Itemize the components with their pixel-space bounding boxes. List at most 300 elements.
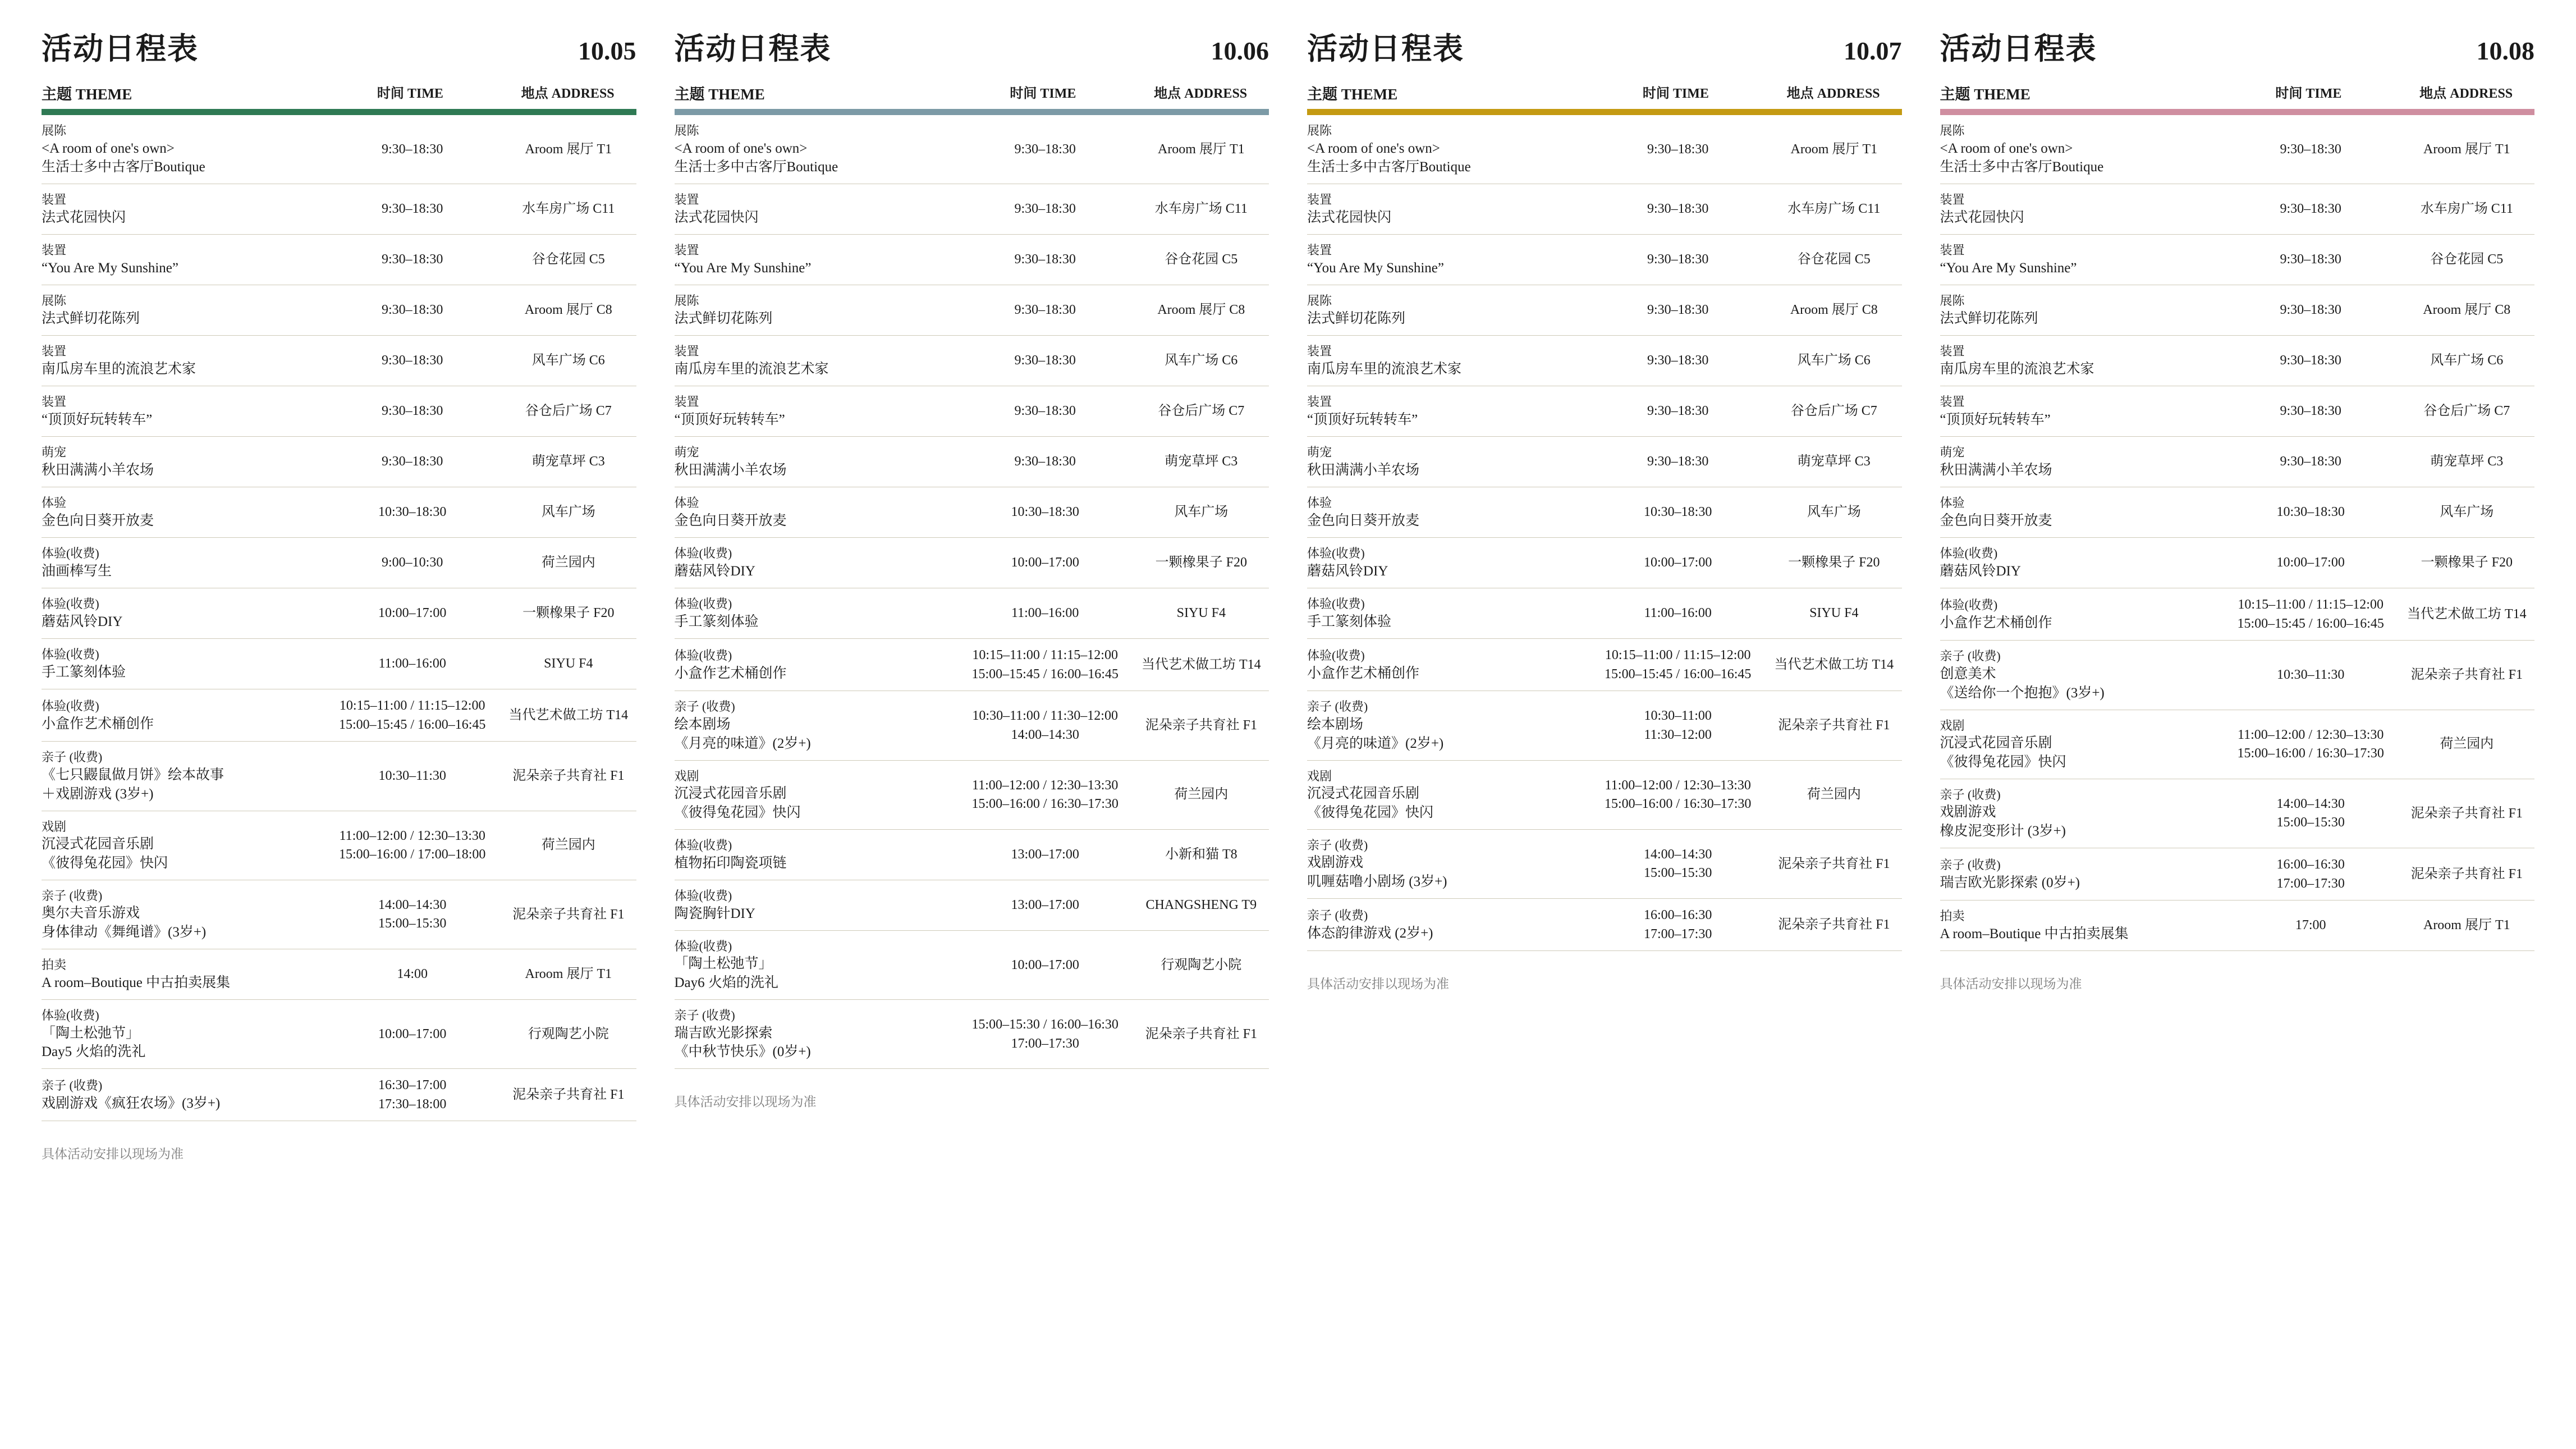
event-category: 体验 bbox=[42, 496, 67, 510]
date-label: 10.06 bbox=[1211, 36, 1269, 65]
event-name: “You Are My Sunshine” bbox=[674, 260, 812, 276]
cell-address: Aroom 展厅 T1 bbox=[1790, 141, 1878, 157]
cell-address: 泥朵亲子共育社 F1 bbox=[512, 907, 625, 922]
event-category: 装置 bbox=[1940, 243, 1965, 258]
time-line: 9:30–18:30 bbox=[2280, 141, 2341, 157]
event-category: 装置 bbox=[42, 243, 67, 258]
event-category: 体验(收费) bbox=[674, 939, 732, 953]
table-row bbox=[675, 880, 1269, 931]
cell-theme bbox=[42, 888, 324, 942]
cell-address: 泥朵亲子共育社 F1 bbox=[1778, 917, 1890, 932]
time-line: 10:30–11:30 bbox=[2276, 668, 2345, 683]
time-line: 9:30–18:30 bbox=[1014, 404, 1076, 419]
time-line: 14:00–14:30 bbox=[378, 897, 447, 912]
column-header bbox=[42, 34, 636, 70]
cell-time bbox=[957, 707, 1134, 744]
time-line: 16:00–16:30 bbox=[1644, 907, 1712, 922]
page-title: 活动日程表 bbox=[1940, 32, 2097, 66]
table-column-headers bbox=[1940, 70, 2535, 109]
table-row bbox=[1940, 848, 2535, 901]
cell-time bbox=[324, 140, 501, 159]
cell-address: 水车房广场 C11 bbox=[522, 202, 615, 217]
table-row bbox=[42, 811, 636, 880]
header-time: 时间 TIME bbox=[2275, 86, 2342, 102]
event-name: 法式花园快闪 bbox=[42, 210, 126, 226]
event-category: 亲子 (收费) bbox=[1940, 787, 2001, 802]
event-category: 展陈 bbox=[674, 124, 699, 138]
time-line: 9:30–18:30 bbox=[1014, 202, 1076, 217]
time-line: 15:00–15:30 bbox=[2276, 815, 2345, 830]
cell-address: 泥朵亲子共育社 F1 bbox=[2410, 806, 2523, 821]
time-line: 9:30–18:30 bbox=[1014, 252, 1076, 267]
cell-theme bbox=[42, 545, 324, 580]
cell-theme bbox=[675, 1007, 957, 1062]
event-name: 南瓜房车里的流浪艺术家 bbox=[42, 362, 196, 377]
event-name: 法式鲜切花陈列 bbox=[42, 311, 140, 327]
event-name: 绘本剧场 bbox=[674, 717, 731, 733]
accent-rule bbox=[1307, 109, 1902, 115]
table-row bbox=[675, 691, 1269, 760]
cell-theme bbox=[675, 242, 957, 277]
cell-address: 泥朵亲子共育社 F1 bbox=[1778, 856, 1890, 871]
cell-time bbox=[324, 402, 501, 421]
cell-time bbox=[1589, 554, 1766, 573]
table-row bbox=[1940, 285, 2535, 336]
event-category: 亲子 (收费) bbox=[1940, 857, 2001, 872]
cell-time bbox=[324, 697, 501, 734]
event-subtitle: 《彼得兔花园》快闪 bbox=[674, 805, 801, 820]
table-row bbox=[675, 761, 1269, 830]
table-row bbox=[42, 235, 636, 285]
accent-rule bbox=[1940, 109, 2535, 115]
cell-time bbox=[2222, 452, 2399, 472]
time-line: 17:00–17:30 bbox=[2276, 876, 2345, 891]
time-line: 17:00–17:30 bbox=[1644, 926, 1712, 941]
event-category: 展陈 bbox=[1307, 294, 1332, 308]
table-row bbox=[1307, 487, 1902, 538]
event-name: A room–Boutique 中古拍卖展集 bbox=[42, 975, 231, 990]
schedule-rows bbox=[42, 115, 636, 1121]
event-subtitle: 《月亮的味道》(2岁+) bbox=[674, 735, 811, 751]
table-column-headers bbox=[1307, 70, 1902, 109]
cell-address: CHANGSHENG T9 bbox=[1145, 897, 1257, 912]
event-category: 体验(收费) bbox=[674, 838, 732, 853]
cell-time bbox=[324, 554, 501, 573]
cell-address: SIYU F4 bbox=[1809, 606, 1859, 621]
event-category: 体验(收费) bbox=[674, 648, 732, 663]
event-category: 展陈 bbox=[42, 294, 67, 308]
cell-address: 小新和猫 T8 bbox=[1165, 847, 1237, 862]
time-line: 15:00–15:45 / 16:00–16:45 bbox=[971, 666, 1119, 682]
cell-address: 谷仓花园 C5 bbox=[1797, 252, 1871, 267]
cell-time bbox=[324, 200, 501, 219]
cell-theme bbox=[1940, 394, 2222, 429]
event-category: 装置 bbox=[1940, 344, 1965, 359]
cell-time bbox=[1589, 402, 1766, 421]
cell-time bbox=[957, 301, 1134, 320]
cell-time bbox=[324, 767, 501, 786]
event-category: 体验 bbox=[674, 496, 699, 510]
event-category: 亲子 (收费) bbox=[674, 1008, 735, 1022]
table-row bbox=[1307, 691, 1902, 760]
cell-theme bbox=[42, 122, 324, 177]
table-row bbox=[1307, 538, 1902, 588]
cell-theme bbox=[1307, 292, 1589, 328]
event-category: 亲子 (收费) bbox=[1940, 649, 2001, 664]
cell-address: 水车房广场 C11 bbox=[2420, 202, 2513, 217]
event-name: <A room of one's own> bbox=[1307, 140, 1440, 156]
event-category: 体验(收费) bbox=[42, 647, 99, 662]
event-category: 装置 bbox=[1307, 395, 1332, 409]
time-line: 10:00–17:00 bbox=[2276, 555, 2345, 570]
cell-theme bbox=[675, 768, 957, 822]
cell-address: 谷仓后广场 C7 bbox=[1790, 404, 1877, 419]
cell-address: 风车广场 C6 bbox=[1797, 353, 1871, 368]
time-line: 9:30–18:30 bbox=[382, 353, 443, 368]
event-subtitle: 生活士多中古客厅Boutique bbox=[42, 159, 205, 175]
table-row bbox=[1307, 588, 1902, 639]
event-category: 拍卖 bbox=[42, 958, 67, 972]
event-category: 装置 bbox=[42, 344, 67, 359]
cell-address: 谷仓花园 C5 bbox=[2430, 252, 2504, 267]
table-row bbox=[1307, 386, 1902, 437]
table-row bbox=[675, 285, 1269, 336]
accent-rule bbox=[42, 109, 636, 115]
footnote: 具体活动安排以现场为准 bbox=[674, 1095, 817, 1109]
footnote: 具体活动安排以现场为准 bbox=[42, 1147, 184, 1162]
cell-address: Aroom 展厅 C8 bbox=[1157, 303, 1245, 318]
time-line: 15:00–16:00 / 16:30–17:30 bbox=[2237, 746, 2384, 761]
event-name: 小盒作艺术桶创作 bbox=[42, 716, 154, 732]
table-row bbox=[42, 336, 636, 386]
cell-address: 谷仓花园 C5 bbox=[531, 252, 605, 267]
cell-theme bbox=[675, 938, 957, 993]
cell-time bbox=[957, 200, 1134, 219]
cell-address: 行观陶艺小院 bbox=[528, 1026, 609, 1041]
cell-time bbox=[957, 604, 1134, 623]
table-row bbox=[1940, 779, 2535, 848]
table-row bbox=[42, 437, 636, 487]
time-line: 9:30–18:30 bbox=[1647, 404, 1709, 419]
time-line: 10:30–11:00 / 11:30–12:00 bbox=[972, 708, 1118, 724]
day-column bbox=[1921, 34, 2554, 1427]
table-row bbox=[1940, 538, 2535, 588]
event-name: <A room of one's own> bbox=[42, 140, 175, 156]
table-row bbox=[1307, 336, 1902, 386]
table-row bbox=[675, 336, 1269, 386]
table-row bbox=[1940, 115, 2535, 184]
cell-time bbox=[1589, 200, 1766, 219]
cell-theme bbox=[42, 646, 324, 682]
table-row bbox=[1307, 115, 1902, 184]
event-name: 小盒作艺术桶创作 bbox=[674, 665, 787, 681]
cell-time bbox=[324, 250, 501, 269]
date-label: 10.08 bbox=[2476, 36, 2534, 65]
event-name: 瑞吉欧光影探索 bbox=[674, 1025, 773, 1041]
cell-time bbox=[957, 452, 1134, 472]
table-row bbox=[675, 487, 1269, 538]
time-line: 11:00–16:00 bbox=[1011, 606, 1079, 621]
cell-theme bbox=[42, 242, 324, 277]
cell-address: Aroom 展厅 C8 bbox=[524, 303, 612, 318]
cell-time bbox=[324, 1025, 501, 1044]
cell-theme bbox=[42, 495, 324, 530]
event-name: 金色向日葵开放麦 bbox=[674, 513, 787, 529]
table-row bbox=[1307, 639, 1902, 691]
cell-address: 风车广场 bbox=[2440, 505, 2494, 520]
time-line: 10:30–11:00 bbox=[1644, 708, 1712, 724]
event-name: 创意美术 bbox=[1940, 666, 1996, 682]
cell-theme bbox=[1940, 857, 2222, 892]
cell-theme bbox=[1307, 596, 1589, 631]
event-subtitle: 《送给你一个抱抱》(3岁+) bbox=[1940, 685, 2105, 701]
event-name: 油画棒写生 bbox=[42, 564, 112, 579]
time-line: 9:30–18:30 bbox=[2280, 202, 2341, 217]
time-line: 10:00–17:00 bbox=[378, 606, 447, 621]
cell-address: 当代艺术做工坊 T14 bbox=[1774, 657, 1894, 672]
day-column bbox=[1288, 34, 1921, 1427]
event-name: “顶顶好玩转转车” bbox=[1307, 412, 1418, 428]
table-row bbox=[1940, 901, 2535, 951]
event-category: 体验(收费) bbox=[1307, 546, 1365, 561]
event-name: 蘑菇风铃DIY bbox=[42, 614, 123, 630]
cell-theme bbox=[42, 191, 324, 227]
event-category: 展陈 bbox=[42, 124, 67, 138]
cell-theme bbox=[42, 292, 324, 328]
event-name: 法式鲜切花陈列 bbox=[1307, 311, 1406, 327]
time-line: 17:00–17:30 bbox=[1011, 1036, 1079, 1051]
cell-theme bbox=[1307, 768, 1589, 822]
time-line: 15:00–15:30 bbox=[1644, 866, 1712, 881]
cell-time bbox=[2222, 200, 2399, 219]
time-line: 9:30–18:30 bbox=[1647, 202, 1709, 217]
cell-time bbox=[957, 956, 1134, 975]
table-row bbox=[42, 487, 636, 538]
cell-address: 风车广场 C6 bbox=[2430, 353, 2504, 368]
cell-theme bbox=[1307, 394, 1589, 429]
cell-theme bbox=[1307, 698, 1589, 753]
cell-address: 当代艺术做工坊 T14 bbox=[508, 707, 629, 723]
event-category: 亲子 (收费) bbox=[42, 888, 103, 903]
cell-address: 一颗橡果子 F20 bbox=[1155, 555, 1247, 570]
event-name: 秋田满满小羊农场 bbox=[1940, 463, 2052, 478]
table-row bbox=[1940, 641, 2535, 710]
time-line: 9:30–18:30 bbox=[1647, 353, 1709, 368]
cell-time bbox=[2222, 301, 2399, 320]
table-row bbox=[1940, 588, 2535, 641]
event-category: 体验(收费) bbox=[1307, 597, 1365, 611]
event-name: 戏剧游戏《疯狂农场》(3岁+) bbox=[42, 1095, 221, 1111]
time-line: 11:00–12:00 / 12:30–13:30 bbox=[1605, 778, 1751, 793]
event-subtitle: 《彼得兔花园》快闪 bbox=[42, 856, 168, 871]
cell-theme bbox=[1307, 545, 1589, 580]
table-row bbox=[675, 588, 1269, 639]
event-category: 亲子 (收费) bbox=[42, 750, 103, 765]
event-name: 陶瓷胸针DIY bbox=[674, 906, 755, 921]
event-name: 沉浸式花园音乐剧 bbox=[42, 837, 154, 852]
time-line: 9:30–18:30 bbox=[1647, 141, 1709, 157]
page-title: 活动日程表 bbox=[674, 32, 832, 66]
table-row bbox=[675, 184, 1269, 235]
time-line: 9:30–18:30 bbox=[1647, 454, 1709, 469]
cell-theme bbox=[1307, 343, 1589, 378]
table-row bbox=[42, 538, 636, 588]
event-category: 体验(收费) bbox=[1940, 598, 1998, 612]
cell-time bbox=[957, 250, 1134, 269]
event-category: 萌宠 bbox=[1307, 445, 1332, 460]
cell-address: 荷兰园内 bbox=[1174, 787, 1229, 802]
event-subtitle: 《月亮的味道》(2岁+) bbox=[1307, 735, 1444, 751]
cell-time bbox=[2222, 402, 2399, 421]
table-row bbox=[1307, 437, 1902, 487]
cell-theme bbox=[42, 1077, 324, 1113]
event-name: 植物拓印陶瓷项链 bbox=[674, 855, 787, 871]
cell-time bbox=[1589, 906, 1766, 944]
cell-time bbox=[2222, 596, 2399, 633]
header-theme: 主题 THEME bbox=[42, 86, 132, 103]
cell-address: 萌宠草坪 C3 bbox=[1165, 454, 1238, 469]
event-name: 小盒作艺术桶创作 bbox=[1307, 665, 1420, 681]
cell-time bbox=[1589, 351, 1766, 371]
time-line: 10:30–11:30 bbox=[378, 769, 446, 784]
cell-address: 萌宠草坪 C3 bbox=[2430, 454, 2504, 469]
table-row bbox=[42, 386, 636, 437]
event-name: 南瓜房车里的流浪艺术家 bbox=[1307, 362, 1462, 377]
table-row bbox=[1307, 830, 1902, 899]
cell-address: 泥朵亲子共育社 F1 bbox=[1145, 718, 1257, 733]
cell-theme bbox=[1307, 837, 1589, 892]
time-line: 9:30–18:30 bbox=[382, 454, 443, 469]
event-name: 金色向日葵开放麦 bbox=[1940, 513, 2052, 529]
time-line: 15:00–15:30 / 16:00–16:30 bbox=[971, 1017, 1119, 1032]
time-line: 10:30–18:30 bbox=[1644, 505, 1712, 520]
event-name: 手工篆刻体验 bbox=[1307, 614, 1392, 630]
event-category: 体验(收费) bbox=[674, 597, 732, 611]
time-line: 10:30–18:30 bbox=[2276, 505, 2345, 520]
event-category: 展陈 bbox=[674, 294, 699, 308]
cell-address: 一颗橡果子 F20 bbox=[1788, 555, 1880, 570]
cell-theme bbox=[1940, 545, 2222, 580]
cell-time bbox=[324, 1076, 501, 1114]
event-name: 体态韵律游戏 (2岁+) bbox=[1307, 925, 1433, 941]
time-line: 17:00 bbox=[2295, 918, 2326, 933]
event-name: 法式花园快闪 bbox=[1307, 210, 1392, 226]
event-subtitle: 《彼得兔花园》快闪 bbox=[1307, 805, 1434, 820]
cell-time bbox=[1589, 604, 1766, 623]
table-row bbox=[1940, 487, 2535, 538]
table-row bbox=[42, 880, 636, 949]
event-category: 装置 bbox=[1307, 344, 1332, 359]
cell-theme bbox=[1940, 597, 2222, 632]
cell-time bbox=[324, 965, 501, 984]
cell-time bbox=[324, 503, 501, 522]
event-category: 戏剧 bbox=[674, 769, 699, 783]
event-category: 体验(收费) bbox=[1940, 546, 1998, 561]
time-line: 13:00–17:00 bbox=[1011, 897, 1079, 912]
event-category: 萌宠 bbox=[674, 445, 699, 460]
cell-theme bbox=[1940, 242, 2222, 277]
cell-theme bbox=[675, 343, 957, 378]
header-address: 地点 ADDRESS bbox=[1786, 86, 1880, 102]
event-name: <A room of one's own> bbox=[1940, 140, 2073, 156]
event-category: 体验 bbox=[1307, 496, 1332, 510]
event-category: 体验(收费) bbox=[674, 546, 732, 561]
event-name: “You Are My Sunshine” bbox=[1307, 260, 1444, 276]
cell-theme bbox=[675, 596, 957, 631]
time-line: 9:30–18:30 bbox=[2280, 404, 2341, 419]
time-line: 10:00–17:00 bbox=[1644, 555, 1712, 570]
time-line: 9:30–18:30 bbox=[1647, 303, 1709, 318]
event-subtitle: 生活士多中古客厅Boutique bbox=[674, 159, 838, 175]
time-line: 10:15–11:00 / 11:15–12:00 bbox=[1605, 648, 1751, 663]
event-category: 戏剧 bbox=[42, 819, 67, 834]
time-line: 15:00–16:00 / 16:30–17:30 bbox=[1605, 797, 1752, 812]
event-name: 蘑菇风铃DIY bbox=[1307, 564, 1388, 579]
time-line: 9:30–18:30 bbox=[382, 202, 443, 217]
cell-time bbox=[324, 655, 501, 674]
date-label: 10.05 bbox=[578, 36, 636, 65]
cell-theme bbox=[1940, 908, 2222, 943]
event-name: 瑞吉欧光影探索 (0岁+) bbox=[1940, 875, 2080, 890]
event-category: 体验(收费) bbox=[42, 699, 99, 714]
cell-address: SIYU F4 bbox=[544, 656, 593, 671]
cell-address: Aroom 展厅 T1 bbox=[525, 141, 612, 157]
cell-theme bbox=[1940, 122, 2222, 177]
time-line: 9:30–18:30 bbox=[1014, 141, 1076, 157]
table-row bbox=[1307, 184, 1902, 235]
event-name: “顶顶好玩转转车” bbox=[674, 412, 785, 428]
cell-theme bbox=[42, 749, 324, 803]
cell-address: 泥朵亲子共育社 F1 bbox=[512, 1087, 625, 1102]
event-name: 绘本剧场 bbox=[1307, 717, 1364, 733]
cell-theme bbox=[675, 191, 957, 227]
table-row bbox=[42, 285, 636, 336]
time-line: 9:00–10:30 bbox=[382, 555, 443, 570]
time-line: 9:30–18:30 bbox=[2280, 303, 2341, 318]
header-address: 地点 ADDRESS bbox=[2419, 86, 2513, 102]
cell-address: 一颗橡果子 F20 bbox=[2421, 555, 2513, 570]
time-line: 15:00–16:00 / 17:00–18:00 bbox=[339, 847, 486, 862]
column-header bbox=[1940, 34, 2535, 70]
time-line: 9:30–18:30 bbox=[1014, 303, 1076, 318]
cell-time bbox=[324, 351, 501, 371]
cell-address: 谷仓后广场 C7 bbox=[525, 404, 612, 419]
time-line: 9:30–18:30 bbox=[1014, 454, 1076, 469]
event-name: 《七只鼹鼠做月饼》绘本故事 bbox=[42, 767, 224, 783]
event-name: 法式花园快闪 bbox=[674, 210, 759, 226]
cell-theme bbox=[1940, 191, 2222, 227]
time-line: 10:15–11:00 / 11:15–12:00 bbox=[972, 648, 1118, 663]
event-name: “You Are My Sunshine” bbox=[1940, 260, 2077, 276]
table-row bbox=[1940, 437, 2535, 487]
time-line: 14:00 bbox=[397, 967, 428, 982]
cell-time bbox=[2222, 666, 2399, 685]
cell-theme bbox=[42, 1007, 324, 1062]
cell-theme bbox=[675, 647, 957, 683]
schedule-rows bbox=[675, 115, 1269, 1069]
cell-theme bbox=[1940, 343, 2222, 378]
time-line: 9:30–18:30 bbox=[382, 404, 443, 419]
cell-address: 荷兰园内 bbox=[541, 555, 595, 570]
cell-time bbox=[957, 646, 1134, 684]
table-row bbox=[1307, 235, 1902, 285]
cell-theme bbox=[675, 394, 957, 429]
cell-time bbox=[1589, 707, 1766, 744]
time-line: 11:30–12:00 bbox=[1644, 727, 1712, 742]
cell-address: 风车广场 C6 bbox=[1165, 353, 1238, 368]
cell-address: Aroom 展厅 T1 bbox=[2423, 918, 2510, 933]
cell-time bbox=[324, 896, 501, 934]
